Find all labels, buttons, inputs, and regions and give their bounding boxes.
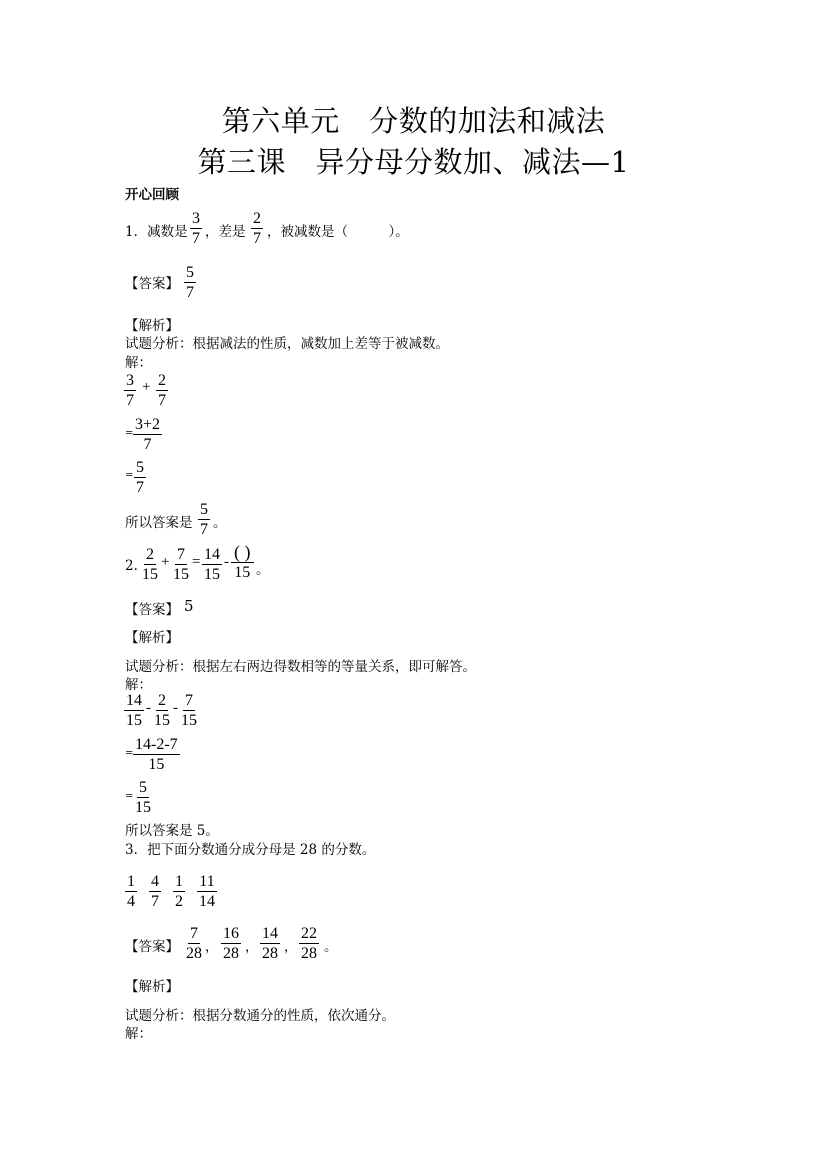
q1-mid: ，差是 [205,224,246,240]
denominator: 7 [126,392,134,409]
denominator: 7 [136,479,144,496]
denominator: 7 [186,284,194,301]
q3-fraction-2 [149,872,161,911]
numerator: 3 [192,210,200,227]
q2-conclusion: 所以答案是 5。 [125,823,219,839]
denominator: 15 [148,756,165,773]
denominator: 7 [158,392,166,409]
q3-answer-fraction-1 [184,924,204,963]
numerator: 3+2 [135,416,161,433]
numerator: 2 [158,692,166,709]
q2-analysis-text: 试题分析：根据左右两边得数相等的等量关系，即可解答。 [125,659,476,675]
q1-step1-fraction-b [156,371,168,410]
q1-analysis-label: 【解析】 [125,318,179,334]
denominator: 28 [223,945,239,962]
q3-fraction-4 [197,872,217,911]
q2-step2-fraction [133,735,180,774]
denominator: 7 [151,893,159,910]
q1-step2-fraction [133,415,162,454]
q2-solve-label: 解： [125,677,152,693]
lesson-title: 第三课 异分母分数加、减法—1 [197,145,630,179]
numerator: 14 [204,546,220,563]
denominator: 15 [234,564,251,581]
q2-step3-fraction [133,778,153,817]
q2-step3-equals: = [125,791,134,802]
q1-conclusion: 所以答案是 [125,515,193,531]
q3-analysis-label: 【解析】 [125,979,179,995]
q1-answer-fraction [184,263,196,302]
q2-analysis-label: 【解析】 [125,630,179,646]
numerator: 16 [223,925,239,942]
denominator: 28 [186,945,202,962]
numerator: 5 [200,501,208,518]
denominator: 4 [127,893,135,910]
q3-answer-fraction-3 [260,924,280,963]
denominator: 28 [262,945,278,962]
denominator: 15 [204,566,220,583]
q3-answer-label: 【答案】 [125,939,179,955]
numerator: 5 [186,264,194,281]
numerator: 14-2-7 [135,736,178,753]
numerator: 5 [139,779,147,796]
q1-step3-fraction [134,458,146,497]
q1-suffix: ，被减数是（ ）。 [267,224,409,240]
numerator: 2 [146,546,154,563]
denominator: 15 [126,712,142,729]
q2-step1-fraction-c [179,691,199,730]
denominator: 15 [142,566,158,583]
q1-step1-fraction-a [124,371,136,410]
q2-operator-minus: - [224,554,229,570]
q3-fraction-1 [125,872,137,911]
q1-step1-operator: + [142,379,151,395]
q3-end: 。 [324,939,338,955]
q2-answer-label: 【答案】 [125,602,179,618]
denominator: 15 [154,712,170,729]
q1-subtrahend-fraction [190,209,202,248]
denominator: 28 [301,945,317,962]
q3-answer-fraction-2 [221,924,241,963]
q2-step1-operator-2: - [173,700,178,716]
numerator: 7 [177,546,185,563]
q1-answer-label: 【答案】 [125,276,179,292]
q3-fraction-3 [173,872,185,911]
q2-operator-equals: = [192,554,201,570]
q2-end: 。 [256,562,270,578]
q3-prompt: 3．把下面分数通分成分母是 28 的分数。 [125,842,376,858]
q1-prefix: 1．减数是 [125,224,188,240]
q2-fraction-1 [140,545,160,584]
denominator: 7 [143,436,152,453]
numerator: 4 [151,873,159,890]
q2-answer: 5 [184,597,194,615]
q3-answer-fraction-4 [299,924,319,963]
numerator: 14 [262,925,278,942]
q2-operator-plus: + [161,554,170,570]
denominator: 15 [181,712,197,729]
denominator: 7 [200,521,208,538]
denominator: 7 [192,230,200,247]
numerator: 22 [301,925,317,942]
q1-solve-label: 解： [125,355,152,371]
denominator: 14 [199,893,215,910]
denominator: 7 [253,230,261,247]
q2-prefix: 2. [125,558,138,574]
q1-conclusion-end: 。 [213,515,227,531]
q3-analysis-text: 试题分析：根据分数通分的性质，依次通分。 [125,1008,395,1024]
q3-separator-2: ， [245,939,259,955]
numerator: 14 [126,692,142,709]
denominator: 15 [135,799,151,816]
numerator: 3 [126,372,134,389]
q1-difference-fraction [251,209,263,248]
page-title: 第六单元 分数的加法和减法 [221,104,606,138]
q1-analysis-text: 试题分析：根据减法的性质，减数加上差等于被减数。 [125,336,449,352]
q1-step2-equals: = [125,428,134,439]
numerator: 2 [253,210,261,227]
q2-fraction-3 [202,545,222,584]
q1-conclusion-fraction [198,500,210,539]
q1-step3-equals: = [125,470,134,481]
numerator: 7 [185,692,193,709]
numerator: 1 [175,873,183,890]
section-heading: 开心回顾 [125,187,179,203]
blank-numerator: ( ) [231,543,254,563]
q2-fraction-blank [231,543,254,582]
numerator: 2 [158,372,166,389]
denominator: 15 [173,566,189,583]
numerator: 1 [127,873,135,890]
q3-separator-3: ， [284,939,298,955]
numerator: 5 [136,459,144,476]
q2-fraction-2 [171,545,191,584]
q3-separator-1: ， [205,939,219,955]
numerator: 7 [190,925,198,942]
numerator: 11 [199,873,215,890]
q2-step2-equals: = [125,748,134,759]
q2-step1-fraction-a [124,691,144,730]
q2-step1-fraction-b [152,691,172,730]
q3-solve-label: 解： [125,1026,152,1042]
denominator: 2 [175,893,183,910]
q2-step1-operator-1: - [146,700,151,716]
